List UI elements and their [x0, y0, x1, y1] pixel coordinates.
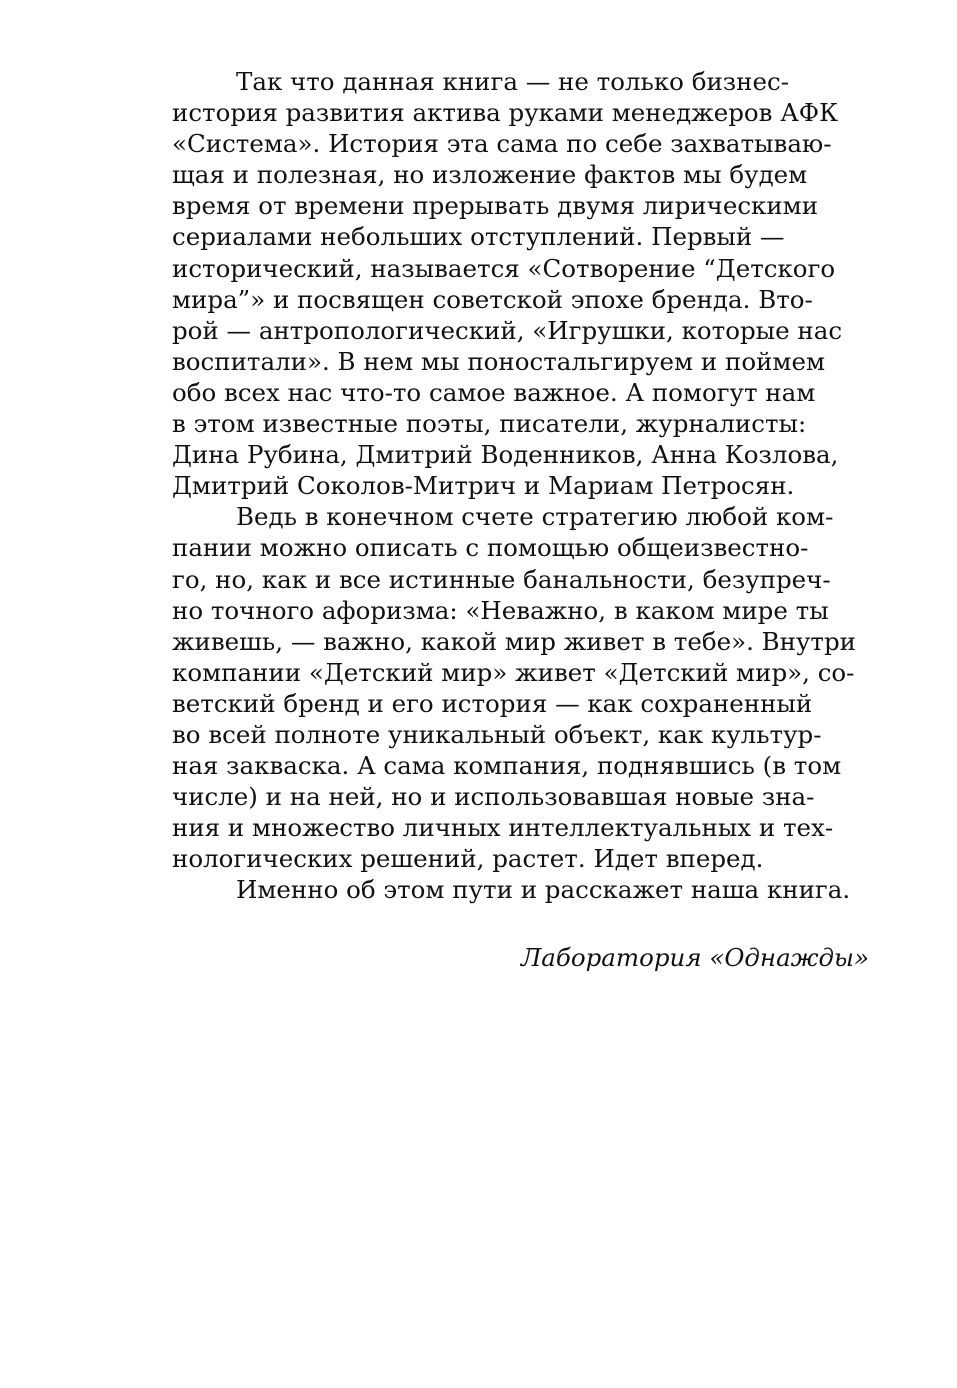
text-line: щая и полезная, но изложение фактов мы будем	[172, 160, 808, 190]
text-line: Дина Рубина, Дмитрий Воденников, Анна Козлова,	[172, 440, 839, 470]
text-line: исторический, называется «Сотворение “Детского	[172, 253, 836, 283]
text-line: компании «Детский мир» живет «Детский мир», со-	[172, 657, 855, 687]
text-line: Именно об этом пути и расскажет наша книга.	[236, 875, 851, 905]
paragraph-closing	[172, 874, 872, 905]
text-line: пании можно описать с помощью общеизвестно-	[172, 533, 809, 563]
text-line: го, но, как и все истинные банальности, безупреч-	[172, 564, 831, 594]
book-page-text	[172, 66, 872, 906]
text-line: нологических решений, растет. Идет вперед.	[172, 844, 764, 874]
text-line: рой — антропологический, «Игрушки, которые нас	[172, 315, 843, 345]
text-line: Ведь в конечном счете стратегию любой ком-	[236, 502, 834, 532]
paragraph-strategy	[172, 501, 872, 874]
paragraph-intro	[172, 66, 872, 501]
text-line: время от времени прерывать двумя лирическими	[172, 191, 819, 221]
text-line: но точного афоризма: «Неважно, в каком мире ты	[172, 595, 829, 625]
text-line: ная закваска. А сама компания, поднявшись (в том	[172, 751, 842, 781]
text-line: воспитали». В нем мы поностальгируем и поймем	[172, 346, 826, 376]
text-line: мира”» и посвящен советской эпохе бренда. Вто-	[172, 284, 813, 314]
text-line: история развития актива руками менеджеров АФК	[172, 98, 839, 128]
text-line: обо всех нас что-то самое важное. А помогут нам	[172, 377, 816, 407]
text-line: числе) и на ней, но и использовавшая новые зна-	[172, 782, 815, 812]
text-line: во всей полноте уникальный объект, как культур-	[172, 719, 822, 749]
author-signature: Лаборатория «Однажды»	[520, 943, 869, 972]
text-line: Так что данная книга — не только бизнес-	[236, 67, 789, 96]
text-line: Дмитрий Соколов-Митрич и Мариам Петросян.	[172, 471, 795, 501]
text-line: живешь, — важно, какой мир живет в тебе». Внутри	[172, 626, 856, 656]
text-line: «Система». История эта сама по себе захватываю-	[172, 129, 832, 159]
text-line: сериалами небольших отступлений. Первый —	[172, 222, 785, 252]
text-line: в этом известные поэты, писатели, журналисты:	[172, 409, 807, 439]
text-line: ветский бренд и его история — как сохраненный	[172, 688, 813, 718]
text-line: ния и множество личных интеллектуальных и тех-	[172, 813, 834, 843]
